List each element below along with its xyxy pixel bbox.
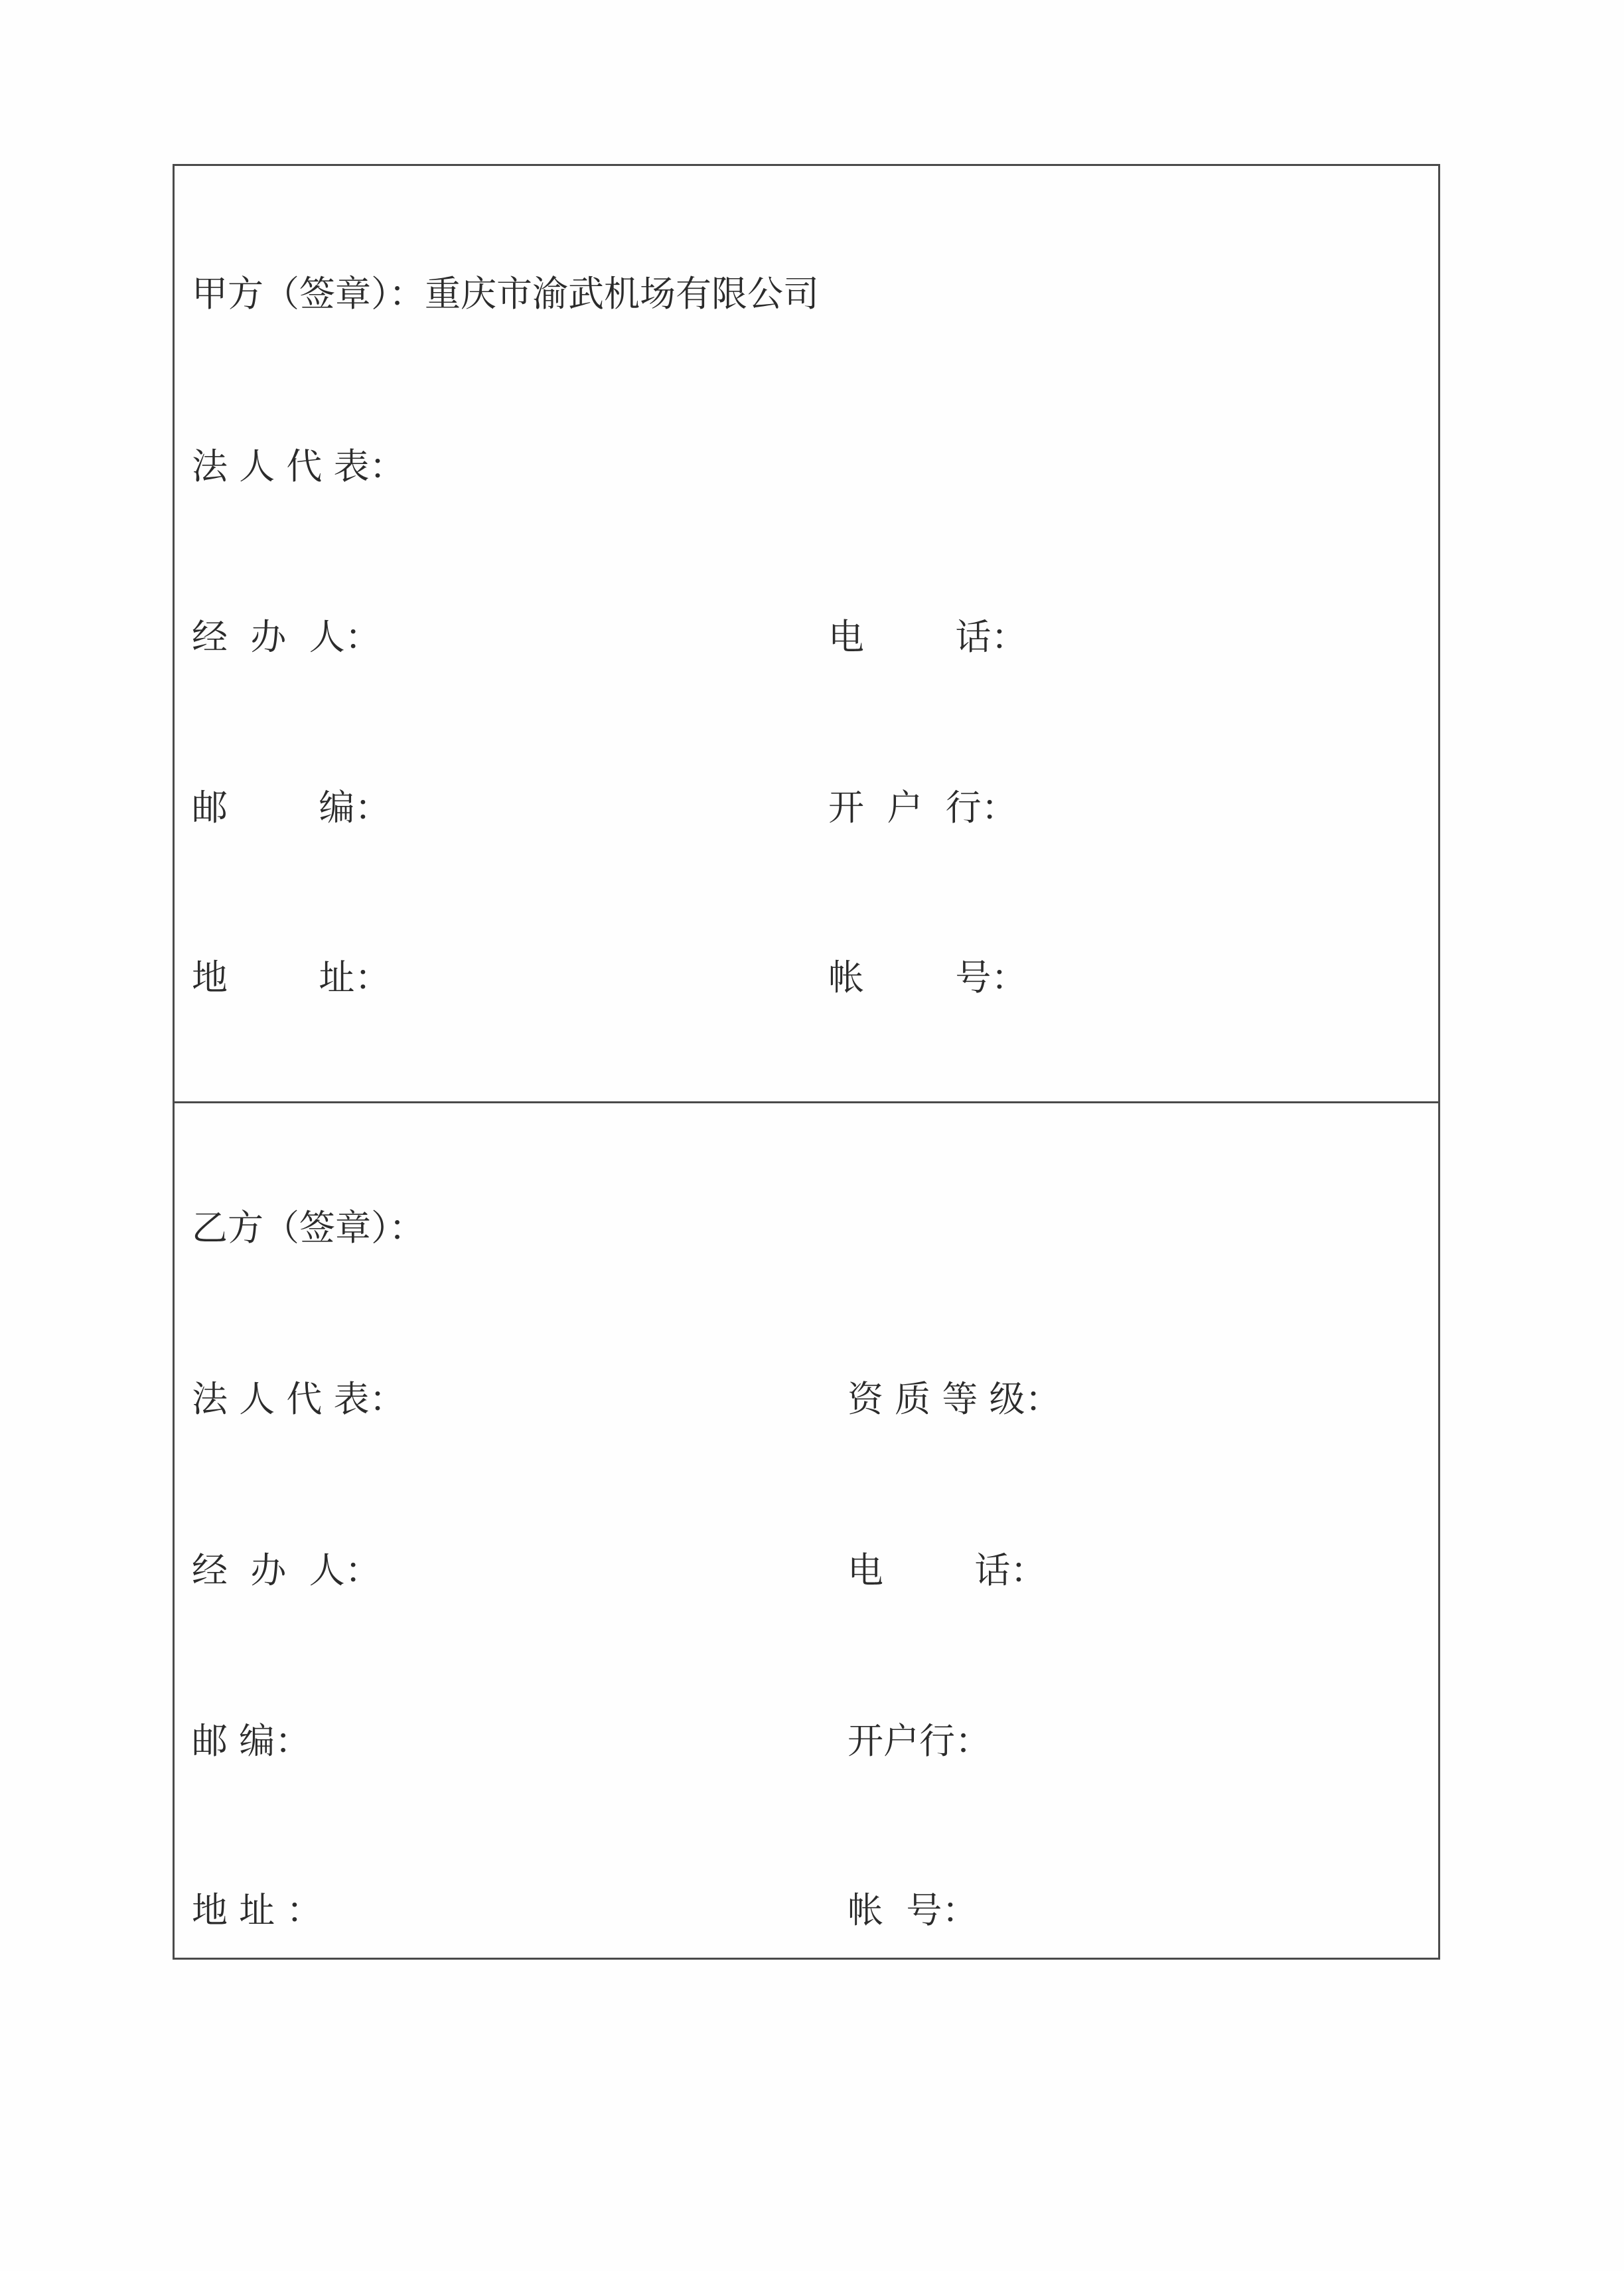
party-a-phone-label: 电 话： — [828, 616, 1027, 658]
party-a-bank-label: 开 户 行： — [828, 787, 1017, 828]
party-b-legal-rep-label: 法 人 代 表： — [192, 1378, 406, 1420]
signature-table — [173, 164, 1440, 1960]
party-b-signature-label: 乙方（签章）： — [192, 1207, 425, 1249]
party-b-handler-label: 经 办 人： — [192, 1549, 381, 1591]
party-b-section — [175, 1103, 1438, 1958]
party-b-account-label: 帐 号： — [848, 1889, 978, 1931]
party-b-postcode-label: 邮 编： — [192, 1720, 311, 1762]
party-b-phone-label: 电 话： — [848, 1549, 1047, 1591]
party-a-handler-label: 经 办 人： — [192, 616, 381, 658]
party-a-legal-rep-label: 法 人 代 表： — [192, 445, 406, 487]
party-a-signature-label: 甲方（签章）： — [192, 273, 425, 315]
party-a-signature-line — [192, 274, 819, 314]
party-a-postcode-label: 邮 编： — [192, 787, 391, 828]
party-a-company-name: 重庆市渝武机场有限公司 — [425, 273, 819, 315]
party-b-address-label: 地 址 ： — [192, 1889, 323, 1931]
party-a-section — [175, 166, 1438, 1103]
party-a-account-label: 帐 号： — [828, 957, 1027, 998]
party-b-qualification-label: 资 质 等 级： — [848, 1378, 1061, 1420]
party-b-bank-label: 开户行： — [848, 1720, 991, 1762]
party-a-address-label: 地 址： — [192, 957, 391, 998]
